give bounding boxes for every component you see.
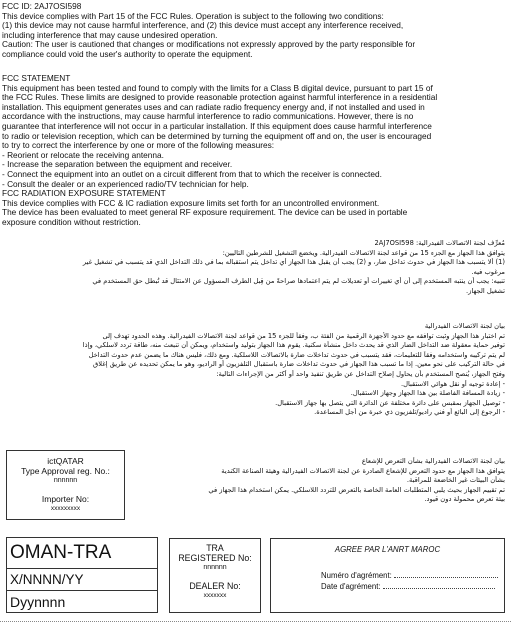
qatar-importer-value: xxxxxxxxx — [50, 505, 81, 512]
tra-registered-value: nnnnnn — [203, 564, 227, 571]
anrt-number-row — [271, 570, 504, 580]
tra-title: TRA — [206, 543, 224, 553]
fcc-statement-line: - Increase the separation between the equipment and receiver. — [2, 159, 233, 170]
tra-dealer-label: DEALER No: — [189, 581, 241, 591]
fcc-radiation-title: FCC RADIATION EXPOSURE STATEMENT — [2, 188, 166, 199]
fcc-statement-line: - Reorient or relocate the receiving antenna. — [2, 149, 164, 160]
fcc-notice-line: Caution: The user is cautioned that changes or modifications not expressly approved by the party responsible for — [2, 39, 416, 50]
fcc-notice-line: including interference that may cause undesired operation. — [2, 29, 218, 40]
qatar-title: ictQATAR — [47, 456, 84, 466]
fcc-notice-line: compliance could void the user's authority to operate the equipment. — [2, 48, 253, 59]
arabic-notice-line: تنبيه: يجب أن ينتبه المستخدم إلى أن أي تغييرات أو تعديلات لم يتم اعتمادها صراحةً من قِبل الطرف المسؤول عن الامتثال قد تُبطل حق المستخدم في — [92, 277, 505, 286]
fcc-id-line: FCC ID: 2AJ7OSI598 — [2, 1, 82, 11]
qatar-importer-label: Importer No: — [41, 494, 90, 504]
arabic-notice-line: (1) ألا يتسبب هذا الجهاز في حدوث تداخل ضار، و (2) يجب أن يقبل هذا الجهاز أي تداخل يتم استقباله بما في ذلك التداخل الذي قد يتسبب في تشغيل غير — [82, 258, 505, 267]
fcc-statement-line: guarantee that interference will not occur in a particular installation. If this equipment does cause harmful interference — [2, 120, 432, 131]
anrt-maroc-box — [270, 538, 505, 613]
qatar-reg-label: Type Approval reg. No.: — [21, 466, 110, 476]
arabic-fcc-notice — [5, 239, 505, 297]
fcc-radiation-line: The device has been evaluated to meet general RF exposure requirement. The device can be used in portable — [2, 207, 408, 218]
arabic-statement-line: وفتح الجهاز، يُنصح المستخدم بأن يحاول إصلاح التداخل عن طريق تنفيذ واحد أو أكثر من الإجراءات التالية: — [216, 369, 505, 378]
anrt-date-line — [383, 581, 495, 589]
fcc-radiation-line: exposure condition without restriction. — [2, 216, 141, 227]
oman-title: OMAN-TRA — [7, 538, 157, 569]
tra-box — [169, 538, 261, 613]
arabic-notice-line: تشغيل الجهاز. — [466, 286, 505, 295]
fcc-statement-line: accordance with the instructions, may cause harmful interference to radio communications. However, there is no — [2, 111, 414, 122]
arabic-radiation-statement — [165, 457, 505, 505]
arabic-radiation-line: يتوافق هذا الجهاز مع حدود التعرض للإشعاع الصادرة عن لجنة الاتصالات الفيدرالية وهيئة الصناعة الكندية — [221, 466, 505, 475]
fcc-statement — [2, 74, 507, 228]
arabic-statement-line: لم يتم تركيبه واستخدامه وفقاً للتعليمات، فقد يتسبب في حدوث تداخلات ضارة بالاتصالات اللاسلكية. ومع ذلك، فليس هناك ما يضمن عدم حدوث التداخل — [88, 350, 505, 359]
anrt-number-line — [394, 570, 498, 578]
fcc-notice-line: (1) this device may not cause harmful interference, and (2) this device must accept any interference received, — [2, 20, 404, 31]
arabic-notice-line: يتوافق هذا الجهاز مع الجزء 15 من قواعد لجنة الاتصالات الفيدرالية. ويخضع التشغيل للشرطين التاليين: — [222, 248, 505, 257]
anrt-date-label: Date d'agrément: — [321, 582, 381, 591]
fcc-notice — [2, 2, 507, 60]
tra-dealer-value: xxxxxxx — [203, 592, 227, 599]
arabic-radiation-line: بشأن البيئات غير الخاضعة للمراقبة. — [406, 476, 505, 485]
fcc-radiation-line: This device complies with FCC & IC radiation exposure limits set forth for an uncontrolled environment. — [2, 197, 380, 208]
arabic-radiation-line: تم تقييم الجهاز بحيث يلبي المتطلبات العامة الخاصة بالتعرض للتردد اللاسلكي. يمكن استخدام هذا الجهاز في — [208, 485, 505, 494]
oman-dealer-number: Dyynnnn — [10, 594, 66, 610]
fcc-statement-line: - Connect the equipment into an outlet on a circuit different from that to which the receiver is connected. — [2, 168, 382, 179]
arabic-statement-line: تم اختبار هذا الجهاز وثبت توافقه مع حدود الأجهزة الرقمية من الفئة ب، وفقاً للجزء 15 من قواعد لجنة الاتصالات الفيدرالية. وهذه الحدود تهدف إلى — [102, 331, 505, 340]
fcc-statement-line: installation. This equipment generates uses and can radiate radio frequency energy and, if not installed and used in — [2, 101, 425, 112]
oman-tra-box — [6, 537, 158, 613]
fcc-statement-line: to radio or television reception, which can be determined by turning the equipment off and on, the user is encouraged — [2, 130, 432, 141]
arabic-notice-line: مُعرِّف لجنة الاتصالات الفيدرالية: 2AJ7OSI598 — [374, 239, 505, 247]
arabic-statement-line: - توصيل الجهاز بمقبس على دائرة مختلفة عن الدائرة التي يتصل بها جهاز الاستقبال. — [275, 398, 505, 407]
fcc-statement-line: to try to correct the interference by one or more of the following measures: — [2, 140, 275, 151]
arabic-statement-line: في حالة التركيب على نحو معين. إذا ما تسبب هذا الجهاز في حدوث تداخلات ضارة باستقبال التلفزيون أو الراديو، وهو ما يمكن تحديده عن طريق إغلاق — [93, 360, 505, 369]
arabic-statement-line: - الرجوع إلى البائع أو فني راديو/تلفزيون ذي خبرة من أجل المساعدة. — [314, 408, 505, 417]
fcc-notice-line: This device complies with Part 15 of the FCC Rules. Operation is subject to the following two conditions: — [2, 10, 384, 21]
arabic-radiation-title: بيان لجنة الاتصالات الفيدرالية بشأن التعرض للإشعاع — [361, 457, 505, 465]
arabic-statement-line: - زيادة المسافة الفاصلة بين هذا الجهاز وجهاز الاستقبال. — [350, 389, 505, 398]
qatar-approval-box — [6, 450, 125, 520]
fcc-statement-line: This equipment has been tested and found to comply with the limits for a Class B digital device, pursuant to part 15 of — [2, 82, 433, 93]
tra-registered-label: REGISTERED No: — [178, 553, 252, 563]
qatar-reg-value: nnnnnn — [53, 477, 78, 484]
oman-reg-number: X/NNNN/YY — [7, 569, 157, 591]
arabic-statement-title: بيان لجنة الاتصالات الفيدرالية — [424, 322, 505, 330]
arabic-notice-line: مرغوب فيه. — [471, 267, 505, 276]
arabic-statement-line: - إعادة توجيه أو نقل هوائي الاستقبال. — [401, 379, 505, 388]
arabic-statement-line: توفير حماية معقولة ضد التداخل الضار الذي قد يحدث داخل منشأة سكنية. يقوم هذا الجهاز بتوليد واستخدام، ويمكن أن تنبعث منه، طاقة تردد لاسلكي، وإذا — [82, 341, 505, 350]
anrt-title: AGREE PAR L'ANRT MAROC — [334, 545, 441, 554]
fcc-statement-title: FCC STATEMENT — [2, 73, 71, 83]
anrt-number-label: Numéro d'agrément: — [321, 571, 392, 580]
arabic-radiation-line: بيئة تعرض محمولة دون قيود. — [424, 495, 505, 504]
anrt-date-row — [271, 581, 504, 591]
arabic-fcc-statement — [5, 322, 505, 418]
fcc-statement-line: the FCC Rules. These limits are designed to provide reasonable protection against harmful interference in a residential — [2, 92, 438, 103]
bottom-dotted-border — [0, 621, 511, 623]
fcc-statement-line: - Consult the dealer or an experienced radio/TV technician for help. — [2, 178, 249, 189]
